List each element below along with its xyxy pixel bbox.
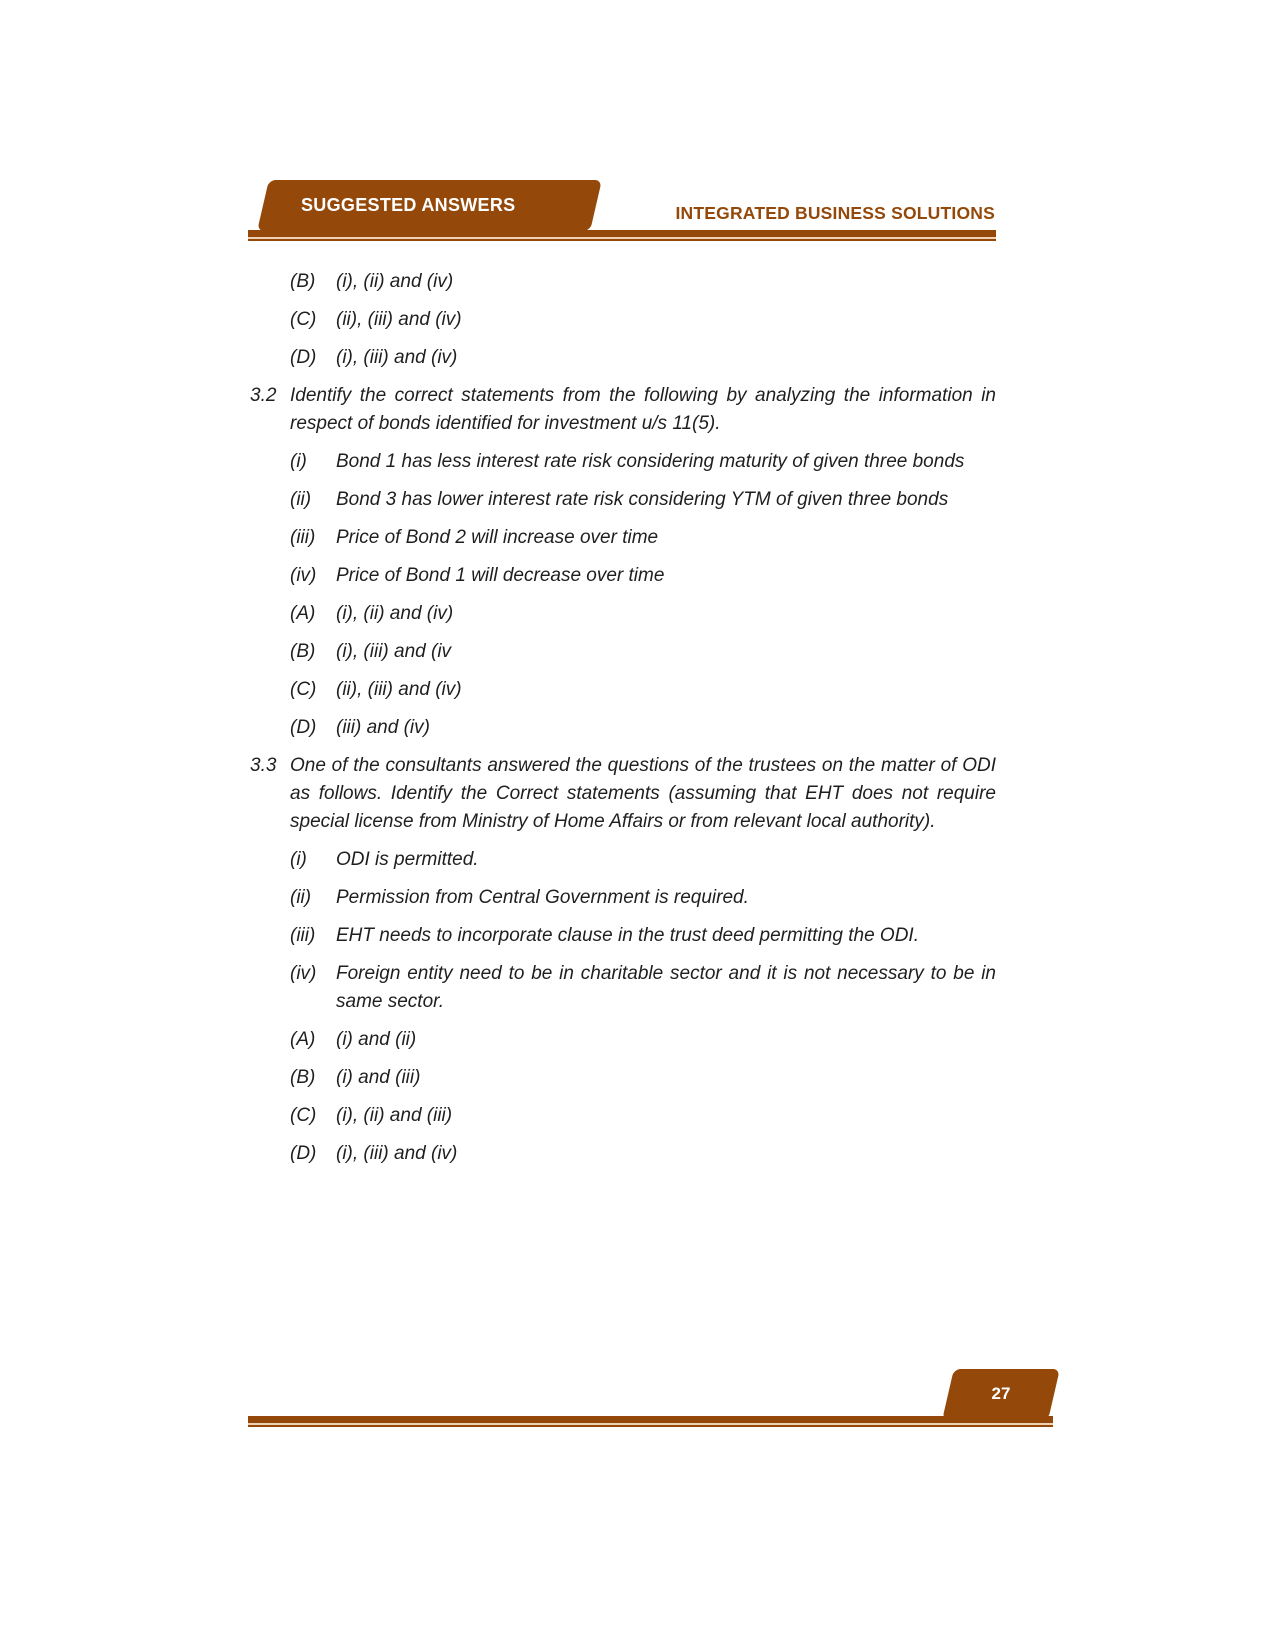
statement-row: [250, 486, 996, 514]
option-text: (iii) and (iv): [336, 717, 430, 738]
option-row: [250, 1064, 996, 1092]
statement-row: [250, 960, 996, 1016]
option-row: [250, 268, 996, 296]
statement-label: (iii): [290, 925, 316, 946]
statement-row: [250, 922, 996, 950]
option-label: (B): [290, 1067, 316, 1088]
option-row: [250, 638, 996, 666]
page-number-badge: [942, 1369, 1060, 1420]
statement-text: Bond 1 has less interest rate risk considering maturity of given three bonds: [336, 451, 965, 472]
option-label: (D): [290, 1143, 317, 1164]
option-row: [250, 306, 996, 334]
statement-row: [250, 884, 996, 912]
statement-text: EHT needs to incorporate clause in the trust deed permitting the ODI.: [336, 925, 919, 946]
statement-label: (iv): [290, 565, 317, 586]
header-rule: [248, 230, 996, 241]
option-label: (C): [290, 1105, 317, 1126]
option-text: (ii), (iii) and (iv): [336, 309, 462, 330]
option-text: (i), (ii) and (iv): [336, 271, 454, 292]
option-row: [250, 1026, 996, 1054]
option-label: (A): [290, 1029, 316, 1050]
option-label: (B): [290, 641, 316, 662]
option-row: [250, 1102, 996, 1130]
option-text: (i), (iii) and (iv): [336, 1143, 458, 1164]
footer-rule-thick-line: [248, 1416, 1053, 1423]
option-text: (i), (ii) and (iii): [336, 1105, 453, 1126]
question-number: 3.3: [250, 755, 277, 776]
option-label: (C): [290, 309, 317, 330]
statement-row: [250, 448, 996, 476]
statement-text: Price of Bond 2 will increase over time: [336, 527, 659, 548]
option-text: (i) and (iii): [336, 1067, 421, 1088]
question-number: 3.2: [250, 385, 277, 406]
statement-text: Permission from Central Government is required.: [336, 887, 749, 908]
option-row: [250, 676, 996, 704]
statement-row: [250, 562, 996, 590]
option-label: (C): [290, 679, 317, 700]
statement-label: (i): [290, 849, 307, 870]
option-label: (D): [290, 717, 317, 738]
statement-row: [250, 846, 996, 874]
option-label: (D): [290, 347, 317, 368]
statement-label: (i): [290, 451, 307, 472]
option-row: [250, 714, 996, 742]
statement-text: ODI is permitted.: [336, 849, 479, 870]
header-badge-label: SUGGESTED ANSWERS: [301, 195, 516, 215]
statement-row: [250, 524, 996, 552]
question-3-2: [250, 382, 996, 438]
page-number: 27: [991, 1384, 1011, 1403]
statement-text: Price of Bond 1 will decrease over time: [336, 565, 665, 586]
option-label: (A): [290, 603, 316, 624]
footer-rule-thin-line: [248, 1425, 1053, 1427]
statement-text: Foreign entity need to be in charitable sector and it is not necessary to be in same sector.: [336, 963, 996, 1012]
option-text: (i), (iii) and (iv): [336, 347, 458, 368]
statement-label: (ii): [290, 887, 312, 908]
question-text: Identify the correct statements from the following by analyzing the information in respect of bonds identified for investment u/s 11(5).: [290, 385, 996, 434]
statement-label: (ii): [290, 489, 312, 510]
page-content: [250, 268, 996, 1178]
option-text: (i) and (ii): [336, 1029, 417, 1050]
footer-rule: [248, 1416, 1053, 1427]
option-text: (ii), (iii) and (iv): [336, 679, 462, 700]
question-text: One of the consultants answered the questions of the trustees on the matter of ODI as follows. Identify the Correct statements (assuming that EHT does not require special license from Ministry of Home Affairs or from relevant local authority).: [290, 755, 996, 832]
header-badge: [257, 180, 602, 231]
header-rule-thin-line: [248, 239, 996, 241]
option-row: [250, 1140, 996, 1168]
header-title: INTEGRATED BUSINESS SOLUTIONS: [675, 203, 995, 223]
option-text: (i), (iii) and (iv: [336, 641, 452, 662]
header-rule-thick-line: [248, 230, 996, 237]
question-3-3: [250, 752, 996, 836]
statement-label: (iii): [290, 527, 316, 548]
option-label: (B): [290, 271, 316, 292]
statement-text: Bond 3 has lower interest rate risk considering YTM of given three bonds: [336, 489, 949, 510]
statement-label: (iv): [290, 963, 317, 984]
option-text: (i), (ii) and (iv): [336, 603, 454, 624]
option-row: [250, 600, 996, 628]
option-row: [250, 344, 996, 372]
